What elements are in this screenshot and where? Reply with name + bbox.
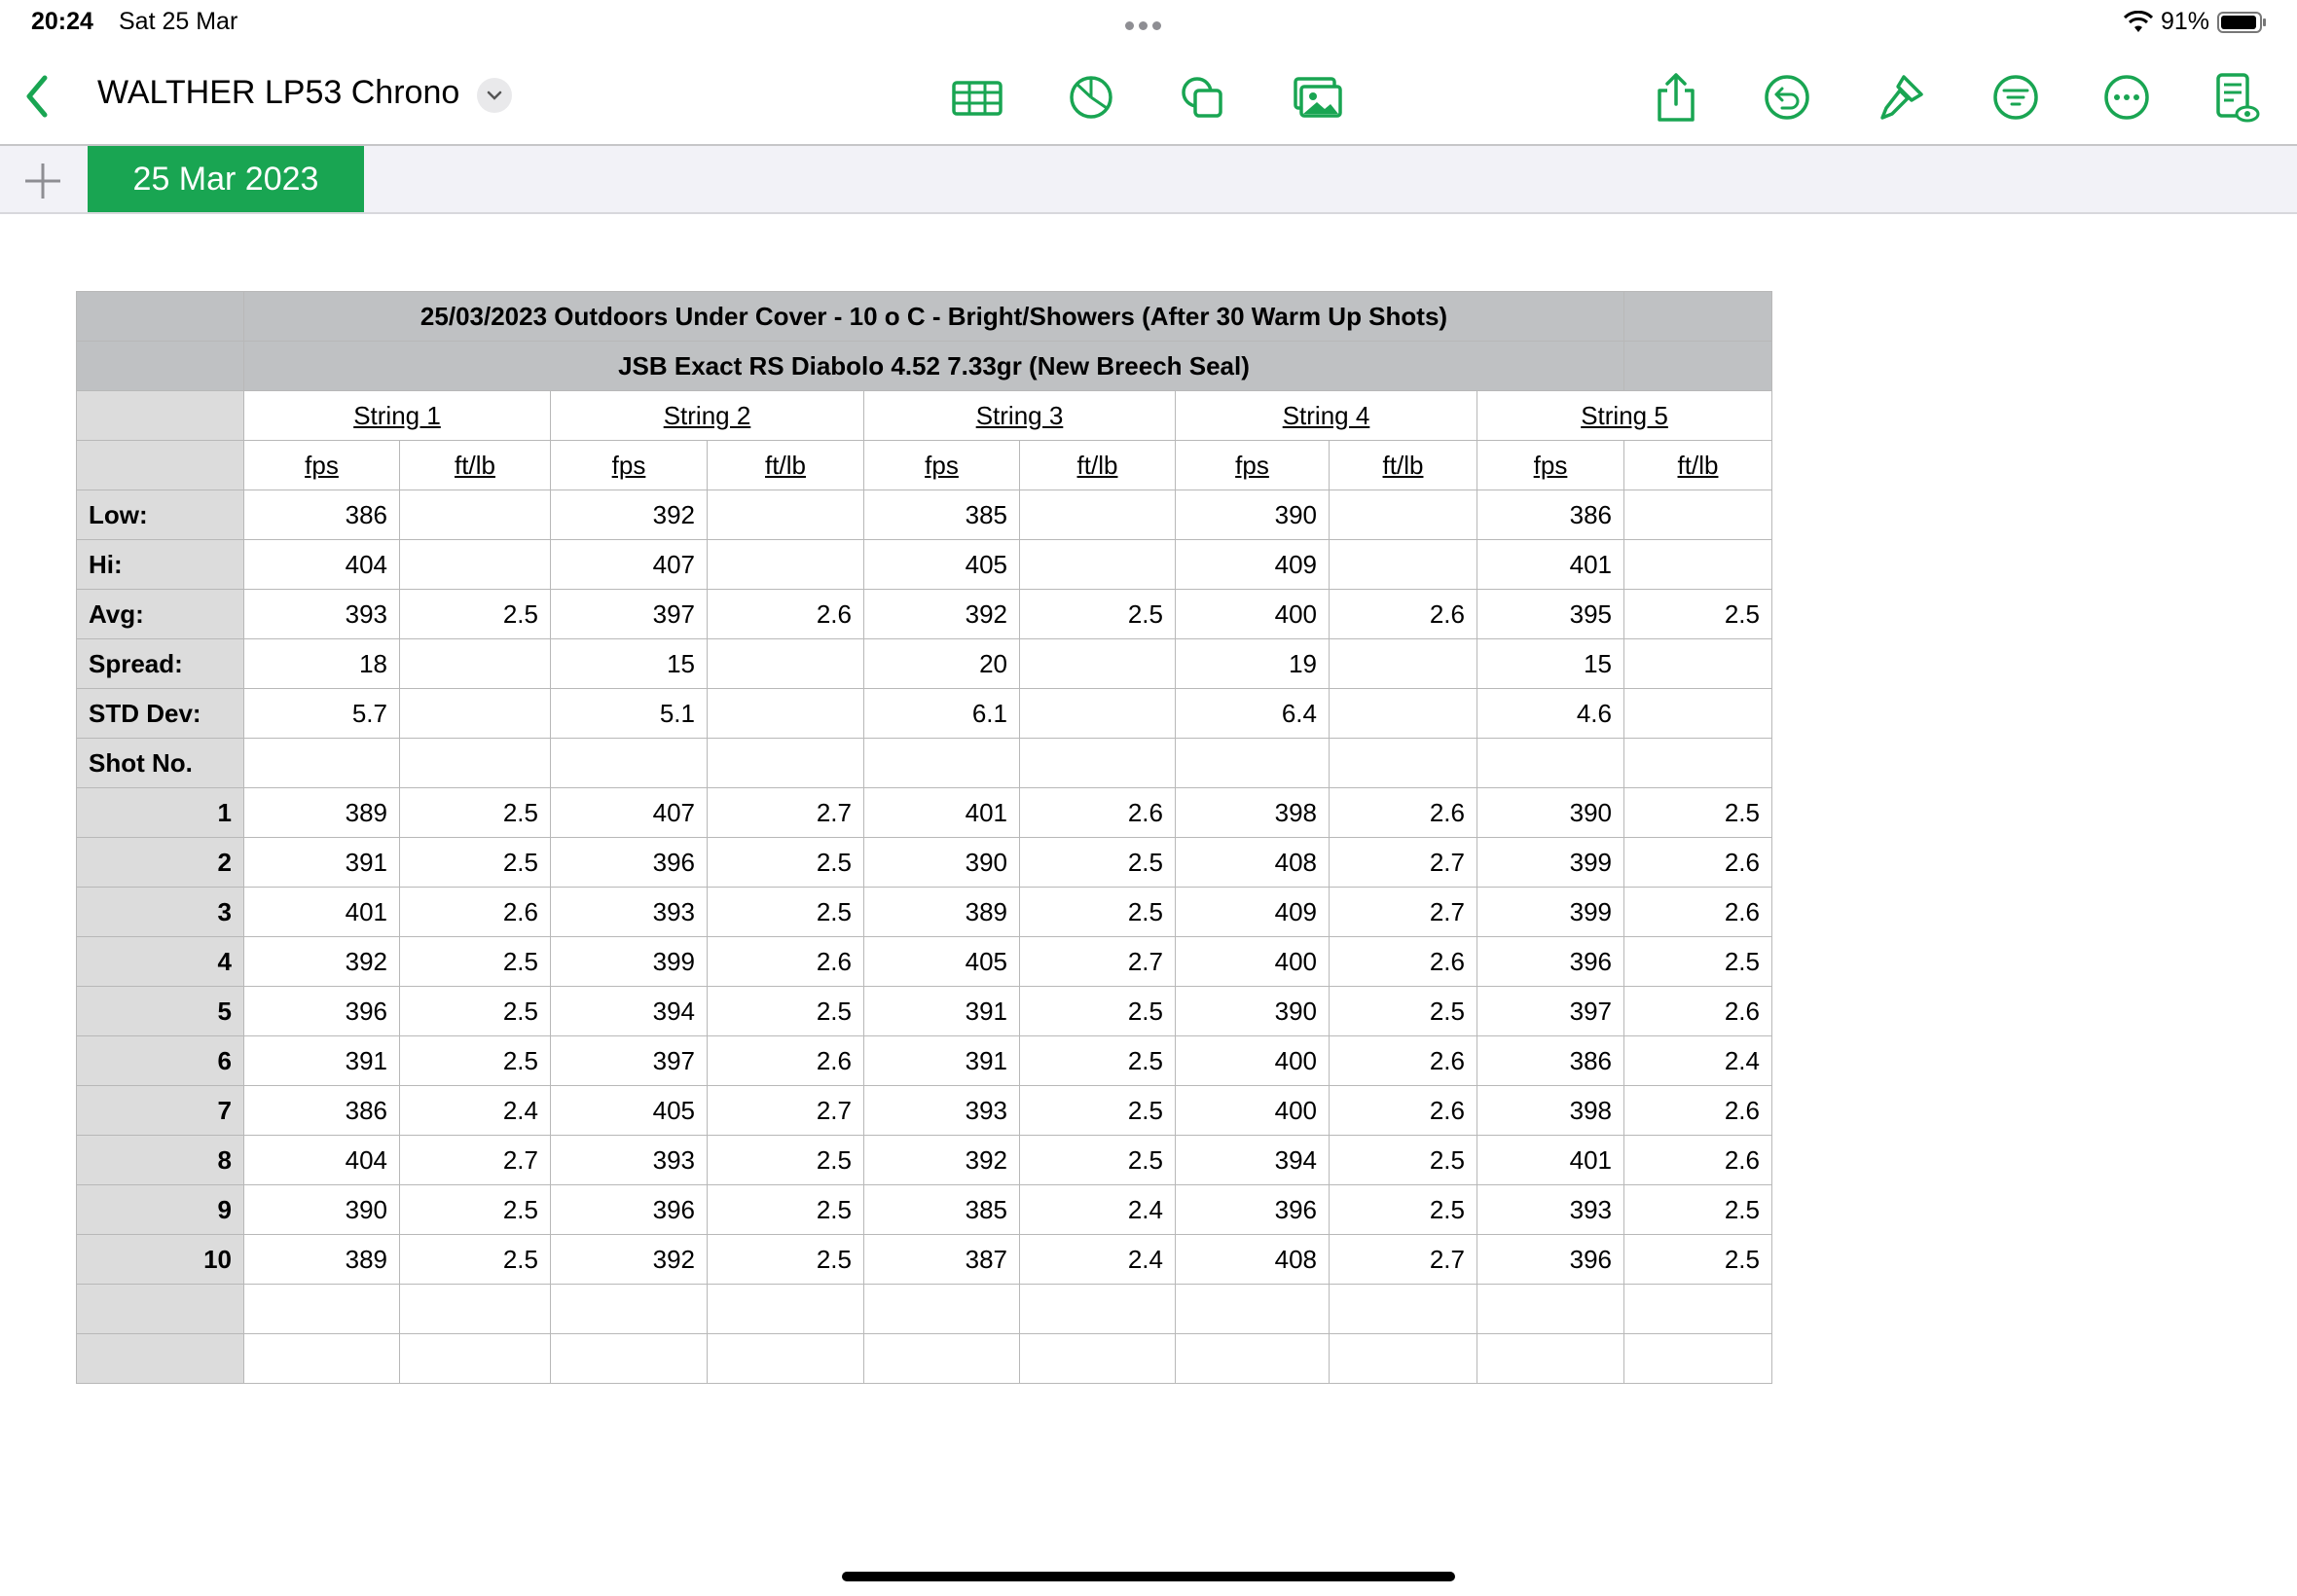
table-cell[interactable] (864, 1285, 1020, 1334)
undo-button[interactable] (1760, 70, 1814, 125)
table-row (77, 1086, 1772, 1136)
table-cell[interactable] (400, 540, 551, 590)
table-cell[interactable]: 385 (864, 1185, 1020, 1235)
table-cell[interactable] (1477, 739, 1624, 788)
table-cell[interactable] (1020, 490, 1176, 540)
row-label-cell[interactable]: 2 (77, 838, 244, 888)
table-cell[interactable]: 397 (1477, 987, 1624, 1036)
unit-header-cell[interactable]: ft/lb (1330, 441, 1477, 490)
table-cell[interactable]: 394 (1176, 1136, 1330, 1185)
unit-header-row (77, 441, 1772, 490)
table-cell[interactable]: 6.1 (864, 689, 1020, 739)
table-cell[interactable]: 405 (551, 1086, 708, 1136)
table-cell[interactable]: 400 (1176, 937, 1330, 987)
row-label-cell[interactable]: Shot No. (77, 739, 244, 788)
table-cell[interactable]: 2.5 (400, 1185, 551, 1235)
row-label-cell[interactable] (77, 391, 244, 441)
table-row (77, 639, 1772, 689)
table-cell[interactable]: 396 (551, 1185, 708, 1235)
battery-icon (2217, 11, 2268, 34)
table-cell[interactable]: 393 (864, 1086, 1020, 1136)
table-cell[interactable]: 393 (551, 1136, 708, 1185)
table-cell[interactable] (1176, 739, 1330, 788)
row-label-cell[interactable]: Avg: (77, 590, 244, 639)
table-cell[interactable]: 396 (551, 838, 708, 888)
unit-header-cell[interactable]: ft/lb (1624, 441, 1772, 490)
string-header-cell[interactable]: String 3 (864, 391, 1176, 441)
table-cell[interactable]: 2.5 (400, 590, 551, 639)
table-cell[interactable]: 392 (551, 1235, 708, 1285)
add-sheet-plus-icon[interactable] (19, 158, 66, 204)
table-cell[interactable]: 5.1 (551, 689, 708, 739)
unit-header-cell[interactable]: fps (1176, 441, 1330, 490)
table-cell[interactable]: 397 (551, 590, 708, 639)
row-label-cell[interactable] (77, 441, 244, 490)
reading-view-button[interactable] (2207, 70, 2262, 125)
table-cell[interactable]: 408 (1176, 1235, 1330, 1285)
table-row (77, 1285, 1772, 1334)
chart-icon (1065, 71, 1117, 124)
table-cell[interactable] (551, 739, 708, 788)
table-cell[interactable]: 2.6 (1624, 888, 1772, 937)
table-cell[interactable]: 2.5 (400, 1036, 551, 1086)
table-cell[interactable]: 392 (864, 590, 1020, 639)
table-cell[interactable]: 405 (864, 937, 1020, 987)
wifi-icon (2124, 11, 2153, 34)
multitasking-dots[interactable] (1125, 18, 1172, 29)
table-cell[interactable]: 18 (244, 639, 400, 689)
table-cell[interactable] (708, 490, 864, 540)
row-label-cell[interactable]: 7 (77, 1086, 244, 1136)
table-cell[interactable]: 2.5 (1330, 987, 1477, 1036)
table-cell[interactable] (1020, 739, 1176, 788)
table-cell[interactable] (400, 739, 551, 788)
table-cell[interactable]: 2.5 (400, 1235, 551, 1285)
table-cell[interactable] (708, 739, 864, 788)
row-label-cell[interactable]: Hi: (77, 540, 244, 590)
status-bar (0, 0, 2297, 47)
format-brush-icon (1875, 71, 1927, 124)
table-cell[interactable]: 393 (551, 888, 708, 937)
table-cell[interactable] (1020, 540, 1176, 590)
unit-header-cell[interactable]: ft/lb (1020, 441, 1176, 490)
table-cell[interactable]: 391 (244, 1036, 400, 1086)
table-cell[interactable]: 408 (1176, 838, 1330, 888)
table-row (77, 540, 1772, 590)
table-row (77, 739, 1772, 788)
table-cell[interactable]: 2.5 (1330, 1185, 1477, 1235)
table-cell[interactable]: 2.6 (708, 590, 864, 639)
table-cell[interactable]: 386 (1477, 1036, 1624, 1086)
table-cell[interactable]: 2.5 (708, 987, 864, 1036)
insert-chart-button[interactable] (1064, 70, 1118, 125)
status-indicators (2124, 8, 2268, 36)
table-cell[interactable]: 2.6 (1020, 788, 1176, 838)
table-cell[interactable]: 2.5 (1020, 888, 1176, 937)
table-cell[interactable]: 2.4 (1020, 1235, 1176, 1285)
header-corner-cell[interactable] (77, 342, 244, 391)
table-cell[interactable]: 2.5 (400, 838, 551, 888)
table-cell[interactable]: 400 (1176, 590, 1330, 639)
table-cell[interactable]: 390 (1477, 788, 1624, 838)
table-cell[interactable]: 390 (244, 1185, 400, 1235)
table-cell[interactable]: 15 (551, 639, 708, 689)
table-cell[interactable]: 390 (1176, 490, 1330, 540)
table-cell[interactable]: 2.5 (1624, 1235, 1772, 1285)
media-icon (1292, 71, 1344, 124)
table-cell[interactable] (400, 490, 551, 540)
header-corner-cell[interactable] (77, 292, 244, 342)
document-title[interactable]: WALTHER LP53 Chrono (97, 74, 460, 111)
table-cell[interactable] (1330, 1285, 1477, 1334)
table-row (77, 937, 1772, 987)
table-cell[interactable]: 2.5 (1624, 937, 1772, 987)
table-cell[interactable]: 386 (1477, 490, 1624, 540)
table-cell[interactable]: 400 (1176, 1036, 1330, 1086)
table-header-row (77, 292, 1772, 342)
table-cell[interactable]: 2.6 (400, 888, 551, 937)
table-cell[interactable] (244, 739, 400, 788)
table-cell[interactable]: 395 (1477, 590, 1624, 639)
row-label-cell[interactable]: 1 (77, 788, 244, 838)
table-cell[interactable]: 390 (1176, 987, 1330, 1036)
string-header-row (77, 391, 1772, 441)
row-label-cell[interactable]: 4 (77, 937, 244, 987)
home-indicator[interactable] (842, 1572, 1455, 1581)
more-icon (2100, 71, 2153, 124)
table-cell[interactable]: 399 (1477, 888, 1624, 937)
share-icon (1650, 71, 1702, 124)
row-label-cell[interactable]: Low: (77, 490, 244, 540)
table-cell[interactable] (1624, 1285, 1772, 1334)
table-cell[interactable]: 389 (864, 888, 1020, 937)
table-row (77, 490, 1772, 540)
status-date: Sat 25 Mar (119, 8, 238, 35)
format-button[interactable] (1874, 70, 1928, 125)
table-cell[interactable]: 2.4 (1020, 1185, 1176, 1235)
table-cell[interactable]: 389 (244, 1235, 400, 1285)
table-row (77, 1185, 1772, 1235)
table-row (77, 987, 1772, 1036)
table-header-title[interactable]: 25/03/2023 Outdoors Under Cover - 10 o C - Bright/Showers (After 30 Warm Up Shots) (244, 292, 1624, 342)
string-header-cell[interactable]: String 2 (551, 391, 864, 441)
table-cell[interactable] (1020, 689, 1176, 739)
row-label-cell[interactable]: 6 (77, 1036, 244, 1086)
table-cell[interactable]: 2.5 (1624, 788, 1772, 838)
table-cell[interactable]: 2.6 (1624, 1086, 1772, 1136)
table-cell[interactable]: 398 (1477, 1086, 1624, 1136)
unit-header-cell[interactable]: fps (1477, 441, 1624, 490)
table-cell[interactable]: 2.6 (1330, 590, 1477, 639)
table-cell[interactable] (864, 1334, 1020, 1384)
row-label-cell[interactable]: 10 (77, 1235, 244, 1285)
share-button[interactable] (1649, 70, 1703, 125)
table-cell[interactable]: 386 (244, 1086, 400, 1136)
row-label-cell[interactable]: Spread: (77, 639, 244, 689)
table-cell[interactable]: 392 (551, 490, 708, 540)
table-cell[interactable]: 6.4 (1176, 689, 1330, 739)
table-header-row (77, 342, 1772, 391)
table-cell[interactable] (1624, 1334, 1772, 1384)
table-cell[interactable]: 2.5 (400, 937, 551, 987)
table-cell[interactable] (1477, 1334, 1624, 1384)
table-cell[interactable] (400, 1334, 551, 1384)
table-cell[interactable]: 394 (551, 987, 708, 1036)
table-cell[interactable]: 396 (1477, 937, 1624, 987)
sheet-tabs-bar (0, 146, 2297, 214)
table-cell[interactable]: 407 (551, 788, 708, 838)
table-cell[interactable]: 2.5 (400, 987, 551, 1036)
unit-header-cell[interactable]: fps (244, 441, 400, 490)
table-cell[interactable]: 396 (1176, 1185, 1330, 1235)
table-cell[interactable]: 2.5 (708, 1235, 864, 1285)
table-cell[interactable]: 2.5 (1020, 1086, 1176, 1136)
table-cell[interactable]: 20 (864, 639, 1020, 689)
insert-table-button[interactable] (950, 70, 1004, 125)
table-header-subtitle[interactable]: JSB Exact RS Diabolo 4.52 7.33gr (New Breech Seal) (244, 342, 1624, 391)
table-cell[interactable]: 399 (551, 937, 708, 987)
table-cell[interactable] (708, 639, 864, 689)
table-cell[interactable]: 2.6 (1624, 1136, 1772, 1185)
table-cell[interactable]: 2.6 (1330, 937, 1477, 987)
row-label-cell[interactable]: 3 (77, 888, 244, 937)
toolbar (0, 49, 2297, 146)
table-cell[interactable]: 387 (864, 1235, 1020, 1285)
table-cell[interactable]: 2.6 (708, 1036, 864, 1086)
table-row (77, 1136, 1772, 1185)
table-cell[interactable]: 2.5 (400, 788, 551, 838)
table-cell[interactable]: 2.6 (1624, 987, 1772, 1036)
string-header-cell[interactable]: String 1 (244, 391, 551, 441)
table-cell[interactable] (551, 1285, 708, 1334)
table-cell[interactable]: 2.7 (1020, 937, 1176, 987)
table-cell[interactable]: 391 (864, 1036, 1020, 1086)
table-cell[interactable]: 393 (244, 590, 400, 639)
table-cell[interactable]: 2.4 (1624, 1036, 1772, 1086)
table-cell[interactable] (551, 1334, 708, 1384)
header-end-cell[interactable] (1624, 342, 1772, 391)
string-header-cell[interactable]: String 5 (1477, 391, 1772, 441)
battery-percent: 91% (2160, 8, 2209, 35)
back-chevron-icon[interactable] (18, 70, 56, 123)
table-cell[interactable]: 2.5 (1020, 1036, 1176, 1086)
table-cell[interactable] (1624, 689, 1772, 739)
table-cell[interactable]: 401 (244, 888, 400, 937)
table-icon (951, 71, 1003, 124)
table-cell[interactable]: 2.5 (1020, 987, 1176, 1036)
table-cell[interactable] (708, 1334, 864, 1384)
title-menu-button[interactable] (477, 78, 512, 113)
table-cell[interactable]: 396 (244, 987, 400, 1036)
table-cell[interactable] (244, 1285, 400, 1334)
organize-button[interactable] (1988, 70, 2043, 125)
table-row (77, 1235, 1772, 1285)
table-cell[interactable]: 401 (1477, 1136, 1624, 1185)
sheet-tab-active[interactable]: 25 Mar 2023 (88, 146, 364, 212)
table-cell[interactable]: 404 (244, 540, 400, 590)
row-label-cell[interactable] (77, 1334, 244, 1384)
table-cell[interactable] (1330, 490, 1477, 540)
table-cell[interactable]: 2.6 (1624, 838, 1772, 888)
table-cell[interactable] (1477, 1285, 1624, 1334)
table-cell[interactable]: 2.5 (1330, 1136, 1477, 1185)
table-cell[interactable] (1624, 639, 1772, 689)
filter-icon (1989, 71, 2042, 124)
table-cell[interactable] (400, 1285, 551, 1334)
table-cell[interactable] (1176, 1334, 1330, 1384)
table-cell[interactable]: 401 (1477, 540, 1624, 590)
table-cell[interactable] (1624, 490, 1772, 540)
table-cell[interactable]: 2.7 (1330, 888, 1477, 937)
table-cell[interactable]: 396 (1477, 1235, 1624, 1285)
shapes-icon (1176, 71, 1228, 124)
table-cell[interactable]: 409 (1176, 888, 1330, 937)
table-cell[interactable]: 390 (864, 838, 1020, 888)
row-label-cell[interactable]: 8 (77, 1136, 244, 1185)
row-label-cell[interactable]: STD Dev: (77, 689, 244, 739)
table-cell[interactable]: 407 (551, 540, 708, 590)
table-cell[interactable]: 2.5 (1020, 838, 1176, 888)
table-cell[interactable] (1020, 639, 1176, 689)
table-cell[interactable]: 386 (244, 490, 400, 540)
table-cell[interactable]: 2.5 (1624, 1185, 1772, 1235)
table-row (77, 1036, 1772, 1086)
table-cell[interactable]: 2.7 (1330, 1235, 1477, 1285)
chevron-down-icon (485, 86, 504, 105)
table-cell[interactable] (1330, 1334, 1477, 1384)
table-cell[interactable] (1330, 540, 1477, 590)
table-cell[interactable] (708, 689, 864, 739)
table-cell[interactable]: 398 (1176, 788, 1330, 838)
table-cell[interactable]: 5.7 (244, 689, 400, 739)
table-cell[interactable]: 2.7 (708, 1086, 864, 1136)
insert-media-button[interactable] (1291, 70, 1345, 125)
table-cell[interactable]: 15 (1477, 639, 1624, 689)
table-cell[interactable]: 385 (864, 490, 1020, 540)
table-cell[interactable] (244, 1334, 400, 1384)
table-cell[interactable]: 19 (1176, 639, 1330, 689)
table-cell[interactable]: 397 (551, 1036, 708, 1086)
header-end-cell[interactable] (1624, 292, 1772, 342)
table-cell[interactable]: 2.5 (708, 888, 864, 937)
table-cell[interactable]: 401 (864, 788, 1020, 838)
reader-view-icon (2208, 71, 2261, 124)
table-cell[interactable]: 399 (1477, 838, 1624, 888)
table-cell[interactable] (1624, 540, 1772, 590)
table-cell[interactable]: 2.5 (708, 838, 864, 888)
table-cell[interactable] (708, 1285, 864, 1334)
table-cell[interactable]: 4.6 (1477, 689, 1624, 739)
table-cell[interactable] (1330, 689, 1477, 739)
status-time: 20:24 (31, 8, 93, 35)
table-cell[interactable]: 392 (864, 1136, 1020, 1185)
table-cell[interactable] (1020, 1285, 1176, 1334)
more-button[interactable] (2099, 70, 2154, 125)
table-cell[interactable] (400, 689, 551, 739)
unit-header-cell[interactable]: fps (864, 441, 1020, 490)
table-cell[interactable]: 2.7 (400, 1136, 551, 1185)
row-label-cell[interactable]: 9 (77, 1185, 244, 1235)
table-cell[interactable] (400, 639, 551, 689)
table-cell[interactable]: 2.5 (1020, 590, 1176, 639)
table-cell[interactable]: 391 (864, 987, 1020, 1036)
table-row (77, 1334, 1772, 1384)
table-cell[interactable] (708, 540, 864, 590)
data-table (76, 291, 1772, 1384)
table-cell[interactable]: 392 (244, 937, 400, 987)
table-cell[interactable] (1624, 739, 1772, 788)
table-cell[interactable] (1330, 639, 1477, 689)
row-label-cell[interactable] (77, 1285, 244, 1334)
table-row (77, 788, 1772, 838)
table-cell[interactable]: 400 (1176, 1086, 1330, 1136)
table-cell[interactable]: 2.6 (1330, 1036, 1477, 1086)
table-cell[interactable]: 2.5 (1624, 590, 1772, 639)
table-row (77, 838, 1772, 888)
undo-icon (1761, 71, 1813, 124)
table-cell[interactable]: 409 (1176, 540, 1330, 590)
table-cell[interactable] (1176, 1285, 1330, 1334)
table-cell[interactable] (1330, 739, 1477, 788)
unit-header-cell[interactable]: ft/lb (400, 441, 551, 490)
table-cell[interactable]: 2.6 (1330, 1086, 1477, 1136)
insert-shape-button[interactable] (1175, 70, 1229, 125)
unit-header-cell[interactable]: fps (551, 441, 708, 490)
table-cell[interactable]: 393 (1477, 1185, 1624, 1235)
table-row (77, 888, 1772, 937)
table-cell[interactable]: 2.5 (1020, 1136, 1176, 1185)
table-cell[interactable]: 2.6 (1330, 788, 1477, 838)
table-cell[interactable]: 2.6 (708, 937, 864, 987)
table-cell[interactable]: 2.4 (400, 1086, 551, 1136)
table-cell[interactable]: 2.5 (708, 1136, 864, 1185)
table-cell[interactable]: 391 (244, 838, 400, 888)
table-cell[interactable]: 2.5 (708, 1185, 864, 1235)
unit-header-cell[interactable]: ft/lb (708, 441, 864, 490)
string-header-cell[interactable]: String 4 (1176, 391, 1477, 441)
table-row (77, 689, 1772, 739)
table-cell[interactable] (1020, 1334, 1176, 1384)
table-cell[interactable]: 2.7 (1330, 838, 1477, 888)
table-cell[interactable]: 389 (244, 788, 400, 838)
table-cell[interactable]: 2.7 (708, 788, 864, 838)
table-cell[interactable]: 404 (244, 1136, 400, 1185)
row-label-cell[interactable]: 5 (77, 987, 244, 1036)
table-row (77, 590, 1772, 639)
table-cell[interactable]: 405 (864, 540, 1020, 590)
table-cell[interactable] (864, 739, 1020, 788)
